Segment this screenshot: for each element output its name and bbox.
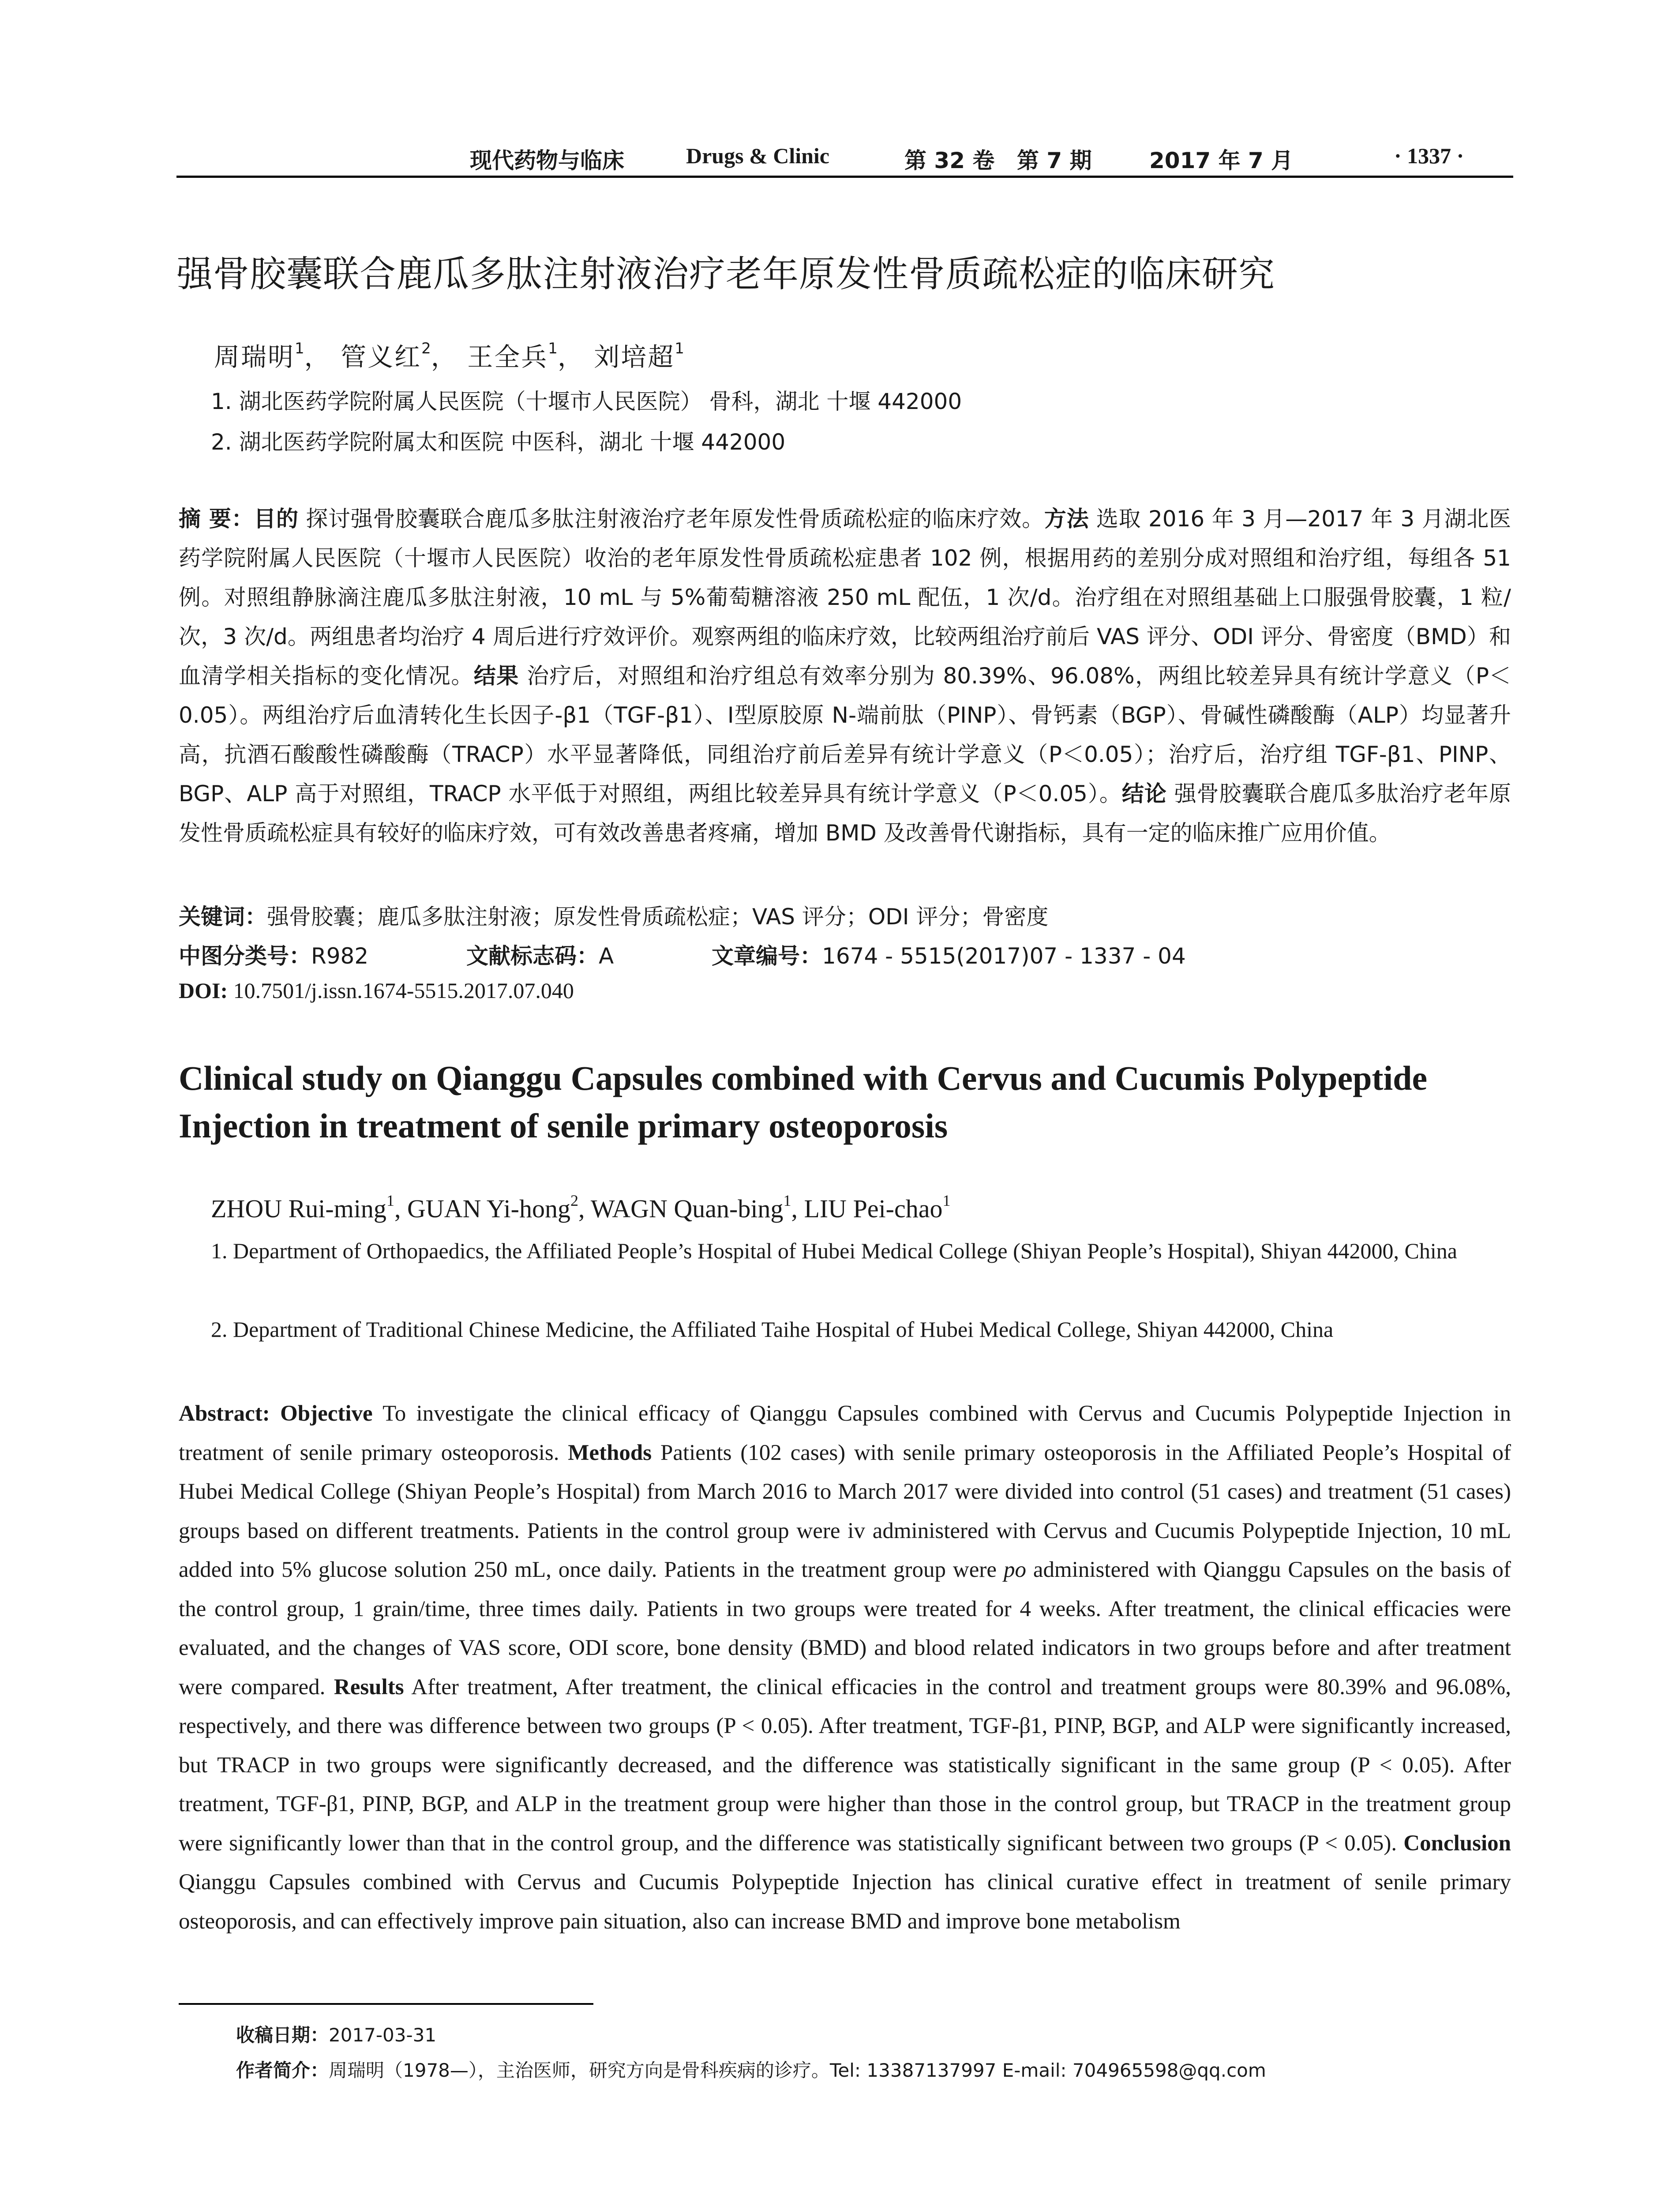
methods-text: 选取 2016 年 3 月—2017 年 3 月湖北医药学院附属人民医院（十堰市人民医院）收治的老年原发性骨质疏松症患者 102 例，根据用药的差别分成对照组和治疗组，每组各 51 例。对照组静脉滴注鹿瓜多肽注射液，10 mL 与 5%葡萄糖溶液 250 mL 配伍，1 次/d。治疗组在对照组基础上口服强骨胶囊，1 粒/次，3 次/d。两组患者均治疗 4 周后进行疗效评价。观察两组的临床疗效，比较两组治疗前后 VAS 评分、ODI 评分、骨密度（BMD）和血清学相关指标的变化情况。: [179, 506, 1511, 689]
objective-label: Objective: [280, 1401, 373, 1426]
author-name: LIU Pei-chao: [804, 1194, 943, 1223]
abstract-en: [179, 1394, 1511, 1941]
issue-date: 2017 年 7 月: [1149, 148, 1294, 173]
author-affiliation-mark: 1: [295, 340, 304, 357]
author-affiliation-mark: 1: [548, 340, 558, 357]
affiliation-en: 2. Department of Traditional Chinese Medicine, the Affiliated Taihe Hospital of Hubei Medical College, Shiyan 442000, China: [211, 1317, 1334, 1342]
abstract-cn: [179, 499, 1511, 853]
doi-line: [179, 978, 574, 1003]
clc-label: 中图分类号：: [179, 943, 311, 969]
keywords: 强骨胶囊；鹿瓜多肽注射液；原发性骨质疏松症；VAS 评分；ODI 评分；骨密度: [267, 904, 1049, 930]
results-text: After treatment, After treatment, the clinical efficacies in the control and treatment groups were 80.39% and 96.08%, respectively, and there was difference between two groups (P < 0.05). After treatment, TGF-β1, PINP, BGP, and ALP were significantly increased, but TRACP in two groups were significantly decreased, and the difference was statistically significant in the same group (P < 0.05). After treatment, TGF-β1, PINP, BGP, and ALP in the treatment group were higher than those in the control group, but TRACP in the treatment group were significantly lower than that in the control group, and the difference was statistically significant between two groups (P < 0.05).: [179, 1674, 1511, 1856]
methods-label: 方法: [1044, 506, 1089, 532]
affiliation-en: 1. Department of Orthopaedics, the Affiliated People’s Hospital of Hubei Medical College (Shiyan People’s Hospital), Shiyan 442000, China: [211, 1238, 1457, 1263]
page-number: · 1337 ·: [1394, 143, 1464, 168]
author-affiliation-mark: 1: [386, 1192, 394, 1209]
clc-value: R982: [311, 943, 369, 969]
conclusion-label: Conclusion: [1403, 1831, 1511, 1856]
results-label: 结果: [473, 663, 519, 689]
author-affiliation-mark: 1: [942, 1192, 951, 1209]
author-affiliation-mark: 2: [421, 340, 431, 357]
objective-text: 探讨强骨胶囊联合鹿瓜多肽注射液治疗老年原发性骨质疏松症的临床疗效。: [306, 506, 1044, 532]
journal-name-cn: 现代药物与临床: [470, 148, 624, 173]
author-affiliation-mark: 1: [783, 1192, 791, 1209]
results-label: Results: [334, 1674, 404, 1700]
volume: 第 32 卷: [904, 148, 995, 173]
conclusion-text: Qianggu Capsules combined with Cervus and Cucumis Polypeptide Injection has clinical curative effect in treatment of senile primary osteoporosis, and can effectively improve pain situation, also can increase BMD and improve bone metabolism: [179, 1870, 1511, 1934]
author-name: 周瑞明: [214, 342, 295, 372]
doi-value: 10.7501/j.issn.1674-5515.2017.07.040: [233, 978, 574, 1003]
methods-label: Methods: [568, 1440, 652, 1465]
conclusion-label: 结论: [1121, 781, 1167, 807]
author-name: GUAN Yi-hong: [407, 1194, 570, 1223]
issue: 第 7 期: [1017, 148, 1092, 173]
footnote-rule: [179, 2003, 593, 2005]
author-bio-line: [236, 2056, 1266, 2082]
affiliation-cn: 2. 湖北医药学院附属太和医院 中医科，湖北 十堰 442000: [211, 429, 786, 455]
header-rule: [176, 176, 1513, 178]
running-header: [176, 140, 1513, 176]
author-name: ZHOU Rui-ming: [211, 1194, 386, 1223]
received-date-line: [236, 2021, 436, 2047]
author-bio-label: 作者简介：: [236, 2060, 329, 2081]
methods-text: administered with Qianggu Capsules on the basis of the control group, 1 grain/time, three times daily. Patients in two groups were treated for 4 weeks. After treatment, the clinical efficacies were evaluated, and the changes of VAS score, ODI score, bone density (BMD) and blood related indicators in two groups before and after treatment were compared.: [179, 1557, 1511, 1700]
received-date: 2017-03-31: [329, 2024, 437, 2046]
methods-route: po: [1003, 1557, 1026, 1582]
author-list-cn: 周瑞明$^1$， 管义红$^2$， 王全兵$^1$， 刘培超$^1$: [214, 340, 684, 372]
conclusion-text: 强骨胶囊联合鹿瓜多肽治疗老年原发性骨质疏松症具有较好的临床疗效，可有效改善患者疼痛，增加 BMD 及改善骨代谢指标，具有一定的临床推广应用价值。: [179, 781, 1511, 846]
abstract-label: Abstract:: [179, 1401, 270, 1426]
author-name: 刘培超: [594, 342, 675, 372]
article-title-cn: 强骨胶囊联合鹿瓜多肽注射液治疗老年原发性骨质疏松症的临床研究: [176, 253, 1275, 295]
doc-code-label: 文献标志码：: [466, 943, 599, 969]
affiliation-cn: 1. 湖北医药学院附属人民医院（十堰市人民医院） 骨科，湖北 十堰 442000: [211, 389, 962, 414]
objective-text: To investigate the clinical efficacy of Qianggu Capsules combined with Cervus and Cucumis Polypeptide Injection in treatment of senile primary osteoporosis.: [179, 1401, 1511, 1465]
keywords-line: [179, 899, 1048, 931]
article-number-label: 文章编号：: [712, 943, 822, 969]
author-bio: 周瑞明（1978—），主治医师，研究方向是骨科疾病的诊疗。Tel: 13387137997 E-mail: 704965598@qq.com: [329, 2060, 1266, 2081]
methods-text: Patients (102 cases) with senile primary osteoporosis in the Affiliated People’s Hospital of Hubei Medical College (Shiyan People’s Hospital) from March 2016 to March 2017 were divided into control (51 cases) and treatment (51 cases) groups based on different treatments. Patients in the control group were iv administered with Cervus and Cucumis Polypeptide Injection, 10 mL added into 5% glucose solution 250 mL, once daily. Patients in the treatment group were: [179, 1440, 1511, 1582]
article-number-value: 1674 - 5515(2017)07 - 1337 - 04: [822, 943, 1186, 969]
doi-label: DOI:: [179, 978, 228, 1003]
author-name: 管义红: [341, 342, 422, 372]
author-name: 王全兵: [467, 342, 548, 372]
classification-line: [179, 938, 1186, 970]
received-label: 收稿日期：: [236, 2024, 329, 2046]
abstract-label: 摘 要：: [179, 506, 254, 532]
journal-name-en: Drugs & Clinic: [686, 143, 829, 168]
author-name: WAGN Quan-bing: [590, 1194, 784, 1223]
article-title-en: Clinical study on Qianggu Capsules combined with Cervus and Cucumis Polypeptide Injection in treatment of senile primary osteoporosis: [179, 1059, 1428, 1145]
keywords-label: 关键词：: [179, 904, 267, 930]
doc-code-value: A: [599, 943, 614, 969]
author-list-en: ZHOU Rui-ming$^1$, GUAN Yi-hong$^2$, WAGN Quan-bing$^1$, LIU Pei-chao$^1$: [211, 1192, 951, 1223]
results-text: 治疗后，对照组和治疗组总有效率分别为 80.39%、96.08%，两组比较差异具有统计学意义（P＜0.05）。两组治疗后血清转化生长因子-β1（TGF-β1）、Ⅰ型原胶原 N-端前肽（PINP）、骨钙素（BGP）、骨碱性磷酸酶（ALP）均显著升高，抗酒石酸酸性磷酸酶（TRACP）水平显著降低，同组治疗前后差异有统计学意义（P＜0.05）；治疗后，治疗组 TGF-β1、PINP、BGP、ALP 高于对照组，TRACP 水平低于对照组，两组比较差异具有统计学意义（P＜0.05）。: [179, 663, 1511, 807]
author-affiliation-mark: 1: [675, 340, 684, 357]
objective-label: 目的: [254, 506, 299, 532]
author-affiliation-mark: 2: [570, 1192, 578, 1209]
